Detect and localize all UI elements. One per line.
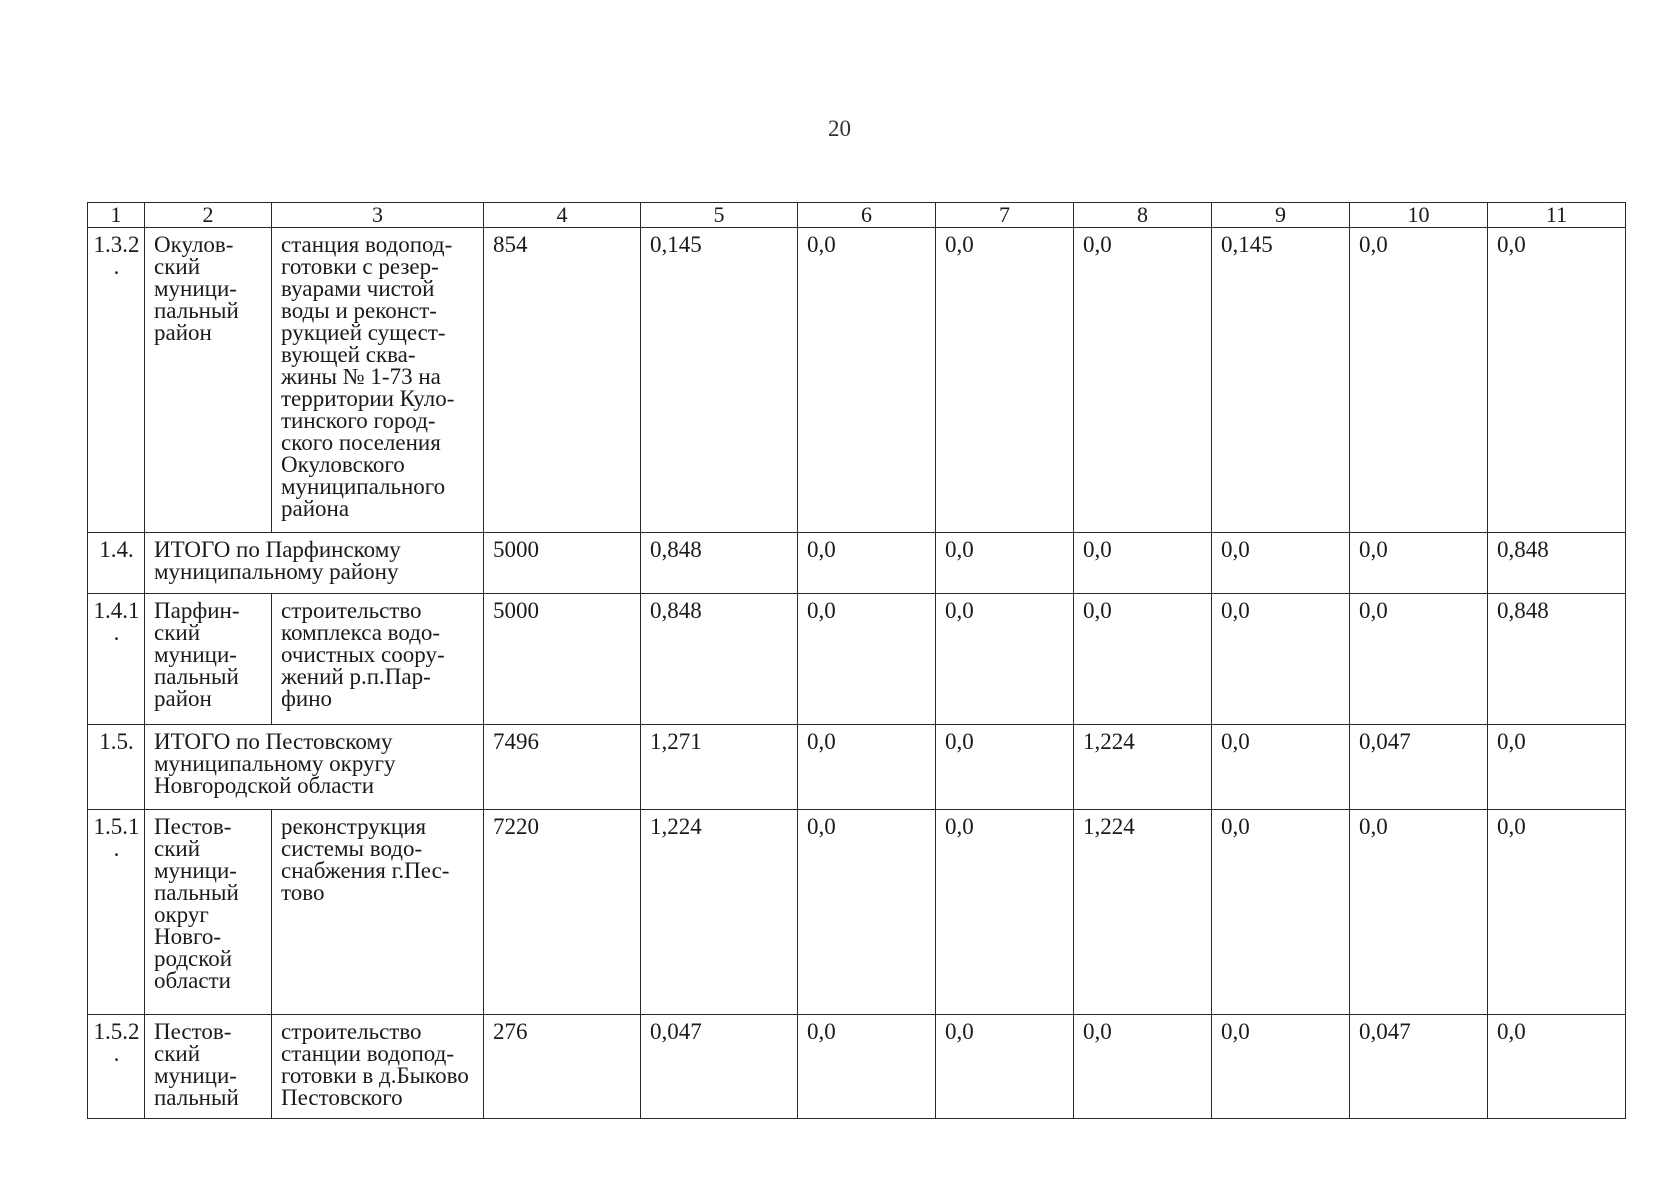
header-cell: 7 <box>936 203 1074 228</box>
header-cell: 5 <box>641 203 798 228</box>
value-cell-11: 0,848 <box>1488 533 1626 594</box>
table-row <box>88 228 1626 533</box>
value-cell-9: 0,145 <box>1212 228 1350 533</box>
header-cell: 3 <box>272 203 484 228</box>
header-cell: 11 <box>1488 203 1626 228</box>
value-cell-8: 0,0 <box>1074 533 1212 594</box>
value-cell-11: 0,0 <box>1488 1015 1626 1119</box>
value-cell-4: 5000 <box>484 594 641 725</box>
value-cell-9: 0,0 <box>1212 533 1350 594</box>
total-label-cell: ИТОГО по Пестовскому муниципальному округу Новгородской области <box>145 725 484 810</box>
value-cell-4: 276 <box>484 1015 641 1119</box>
value-cell-11: 0,848 <box>1488 594 1626 725</box>
value-cell-8: 1,224 <box>1074 810 1212 1015</box>
object-cell: реконструкция системы водо- снабжения г.Пес- тово <box>272 810 484 1015</box>
row-number: 1.5.2. <box>88 1015 145 1119</box>
value-cell-5: 0,848 <box>641 533 798 594</box>
table-row-total <box>88 725 1626 810</box>
header-cell: 1 <box>88 203 145 228</box>
value-cell-6: 0,0 <box>798 725 936 810</box>
header-cell: 9 <box>1212 203 1350 228</box>
value-cell-10: 0,0 <box>1350 594 1488 725</box>
value-cell-8: 0,0 <box>1074 594 1212 725</box>
object-cell: строительство комплекса водо- очистных соору- жений р.п.Пар- фино <box>272 594 484 725</box>
value-cell-7: 0,0 <box>936 228 1074 533</box>
object-cell: станция водопод- готовки с резер- вуарами чистой воды и реконст- рукцией сущест- вующей сква- жины № 1-73 на территории Куло- тинского город- ского поселения Окуловского муниципального района <box>272 228 484 533</box>
value-cell-11: 0,0 <box>1488 725 1626 810</box>
header-cell: 10 <box>1350 203 1488 228</box>
value-cell-7: 0,0 <box>936 725 1074 810</box>
value-cell-6: 0,0 <box>798 1015 936 1119</box>
value-cell-11: 0,0 <box>1488 228 1626 533</box>
value-cell-5: 0,145 <box>641 228 798 533</box>
table-row <box>88 1015 1626 1119</box>
value-cell-5: 1,271 <box>641 725 798 810</box>
row-number: 1.5. <box>88 725 145 810</box>
table-row-total <box>88 533 1626 594</box>
value-cell-10: 0,047 <box>1350 725 1488 810</box>
district-cell: Пестов- ский муници- пальный округ Новго- родской области <box>145 810 272 1015</box>
header-cell: 6 <box>798 203 936 228</box>
total-label-cell: ИТОГО по Парфинскому муниципальному району <box>145 533 484 594</box>
header-cell: 8 <box>1074 203 1212 228</box>
page-number: 20 <box>828 116 851 141</box>
value-cell-8: 1,224 <box>1074 725 1212 810</box>
row-number: 1.5.1. <box>88 810 145 1015</box>
value-cell-4: 5000 <box>484 533 641 594</box>
value-cell-9: 0,0 <box>1212 594 1350 725</box>
value-cell-6: 0,0 <box>798 810 936 1015</box>
value-cell-7: 0,0 <box>936 533 1074 594</box>
value-cell-5: 1,224 <box>641 810 798 1015</box>
value-cell-10: 0,047 <box>1350 1015 1488 1119</box>
value-cell-7: 0,0 <box>936 1015 1074 1119</box>
value-cell-9: 0,0 <box>1212 1015 1350 1119</box>
value-cell-6: 0,0 <box>798 228 936 533</box>
value-cell-4: 7496 <box>484 725 641 810</box>
value-cell-9: 0,0 <box>1212 725 1350 810</box>
value-cell-9: 0,0 <box>1212 810 1350 1015</box>
header-cell: 2 <box>145 203 272 228</box>
value-cell-8: 0,0 <box>1074 228 1212 533</box>
value-cell-10: 0,0 <box>1350 810 1488 1015</box>
header-cell: 4 <box>484 203 641 228</box>
row-number: 1.4.1. <box>88 594 145 725</box>
district-cell: Парфин- ский муници- пальный район <box>145 594 272 725</box>
value-cell-4: 7220 <box>484 810 641 1015</box>
object-cell: строительство станции водопод- готовки в д.Быково Пестовского <box>272 1015 484 1119</box>
value-cell-4: 854 <box>484 228 641 533</box>
value-cell-5: 0,047 <box>641 1015 798 1119</box>
row-number: 1.3.2. <box>88 228 145 533</box>
district-cell: Пестов- ский муници- пальный <box>145 1015 272 1119</box>
value-cell-7: 0,0 <box>936 810 1074 1015</box>
value-cell-7: 0,0 <box>936 594 1074 725</box>
table-row <box>88 810 1626 1015</box>
row-number: 1.4. <box>88 533 145 594</box>
value-cell-6: 0,0 <box>798 533 936 594</box>
value-cell-6: 0,0 <box>798 594 936 725</box>
value-cell-10: 0,0 <box>1350 228 1488 533</box>
value-cell-11: 0,0 <box>1488 810 1626 1015</box>
value-cell-8: 0,0 <box>1074 1015 1212 1119</box>
district-cell: Окулов- ский муници- пальный район <box>145 228 272 533</box>
table-row <box>88 594 1626 725</box>
value-cell-5: 0,848 <box>641 594 798 725</box>
data-table <box>87 202 1626 1119</box>
value-cell-10: 0,0 <box>1350 533 1488 594</box>
header-row <box>88 203 1626 228</box>
